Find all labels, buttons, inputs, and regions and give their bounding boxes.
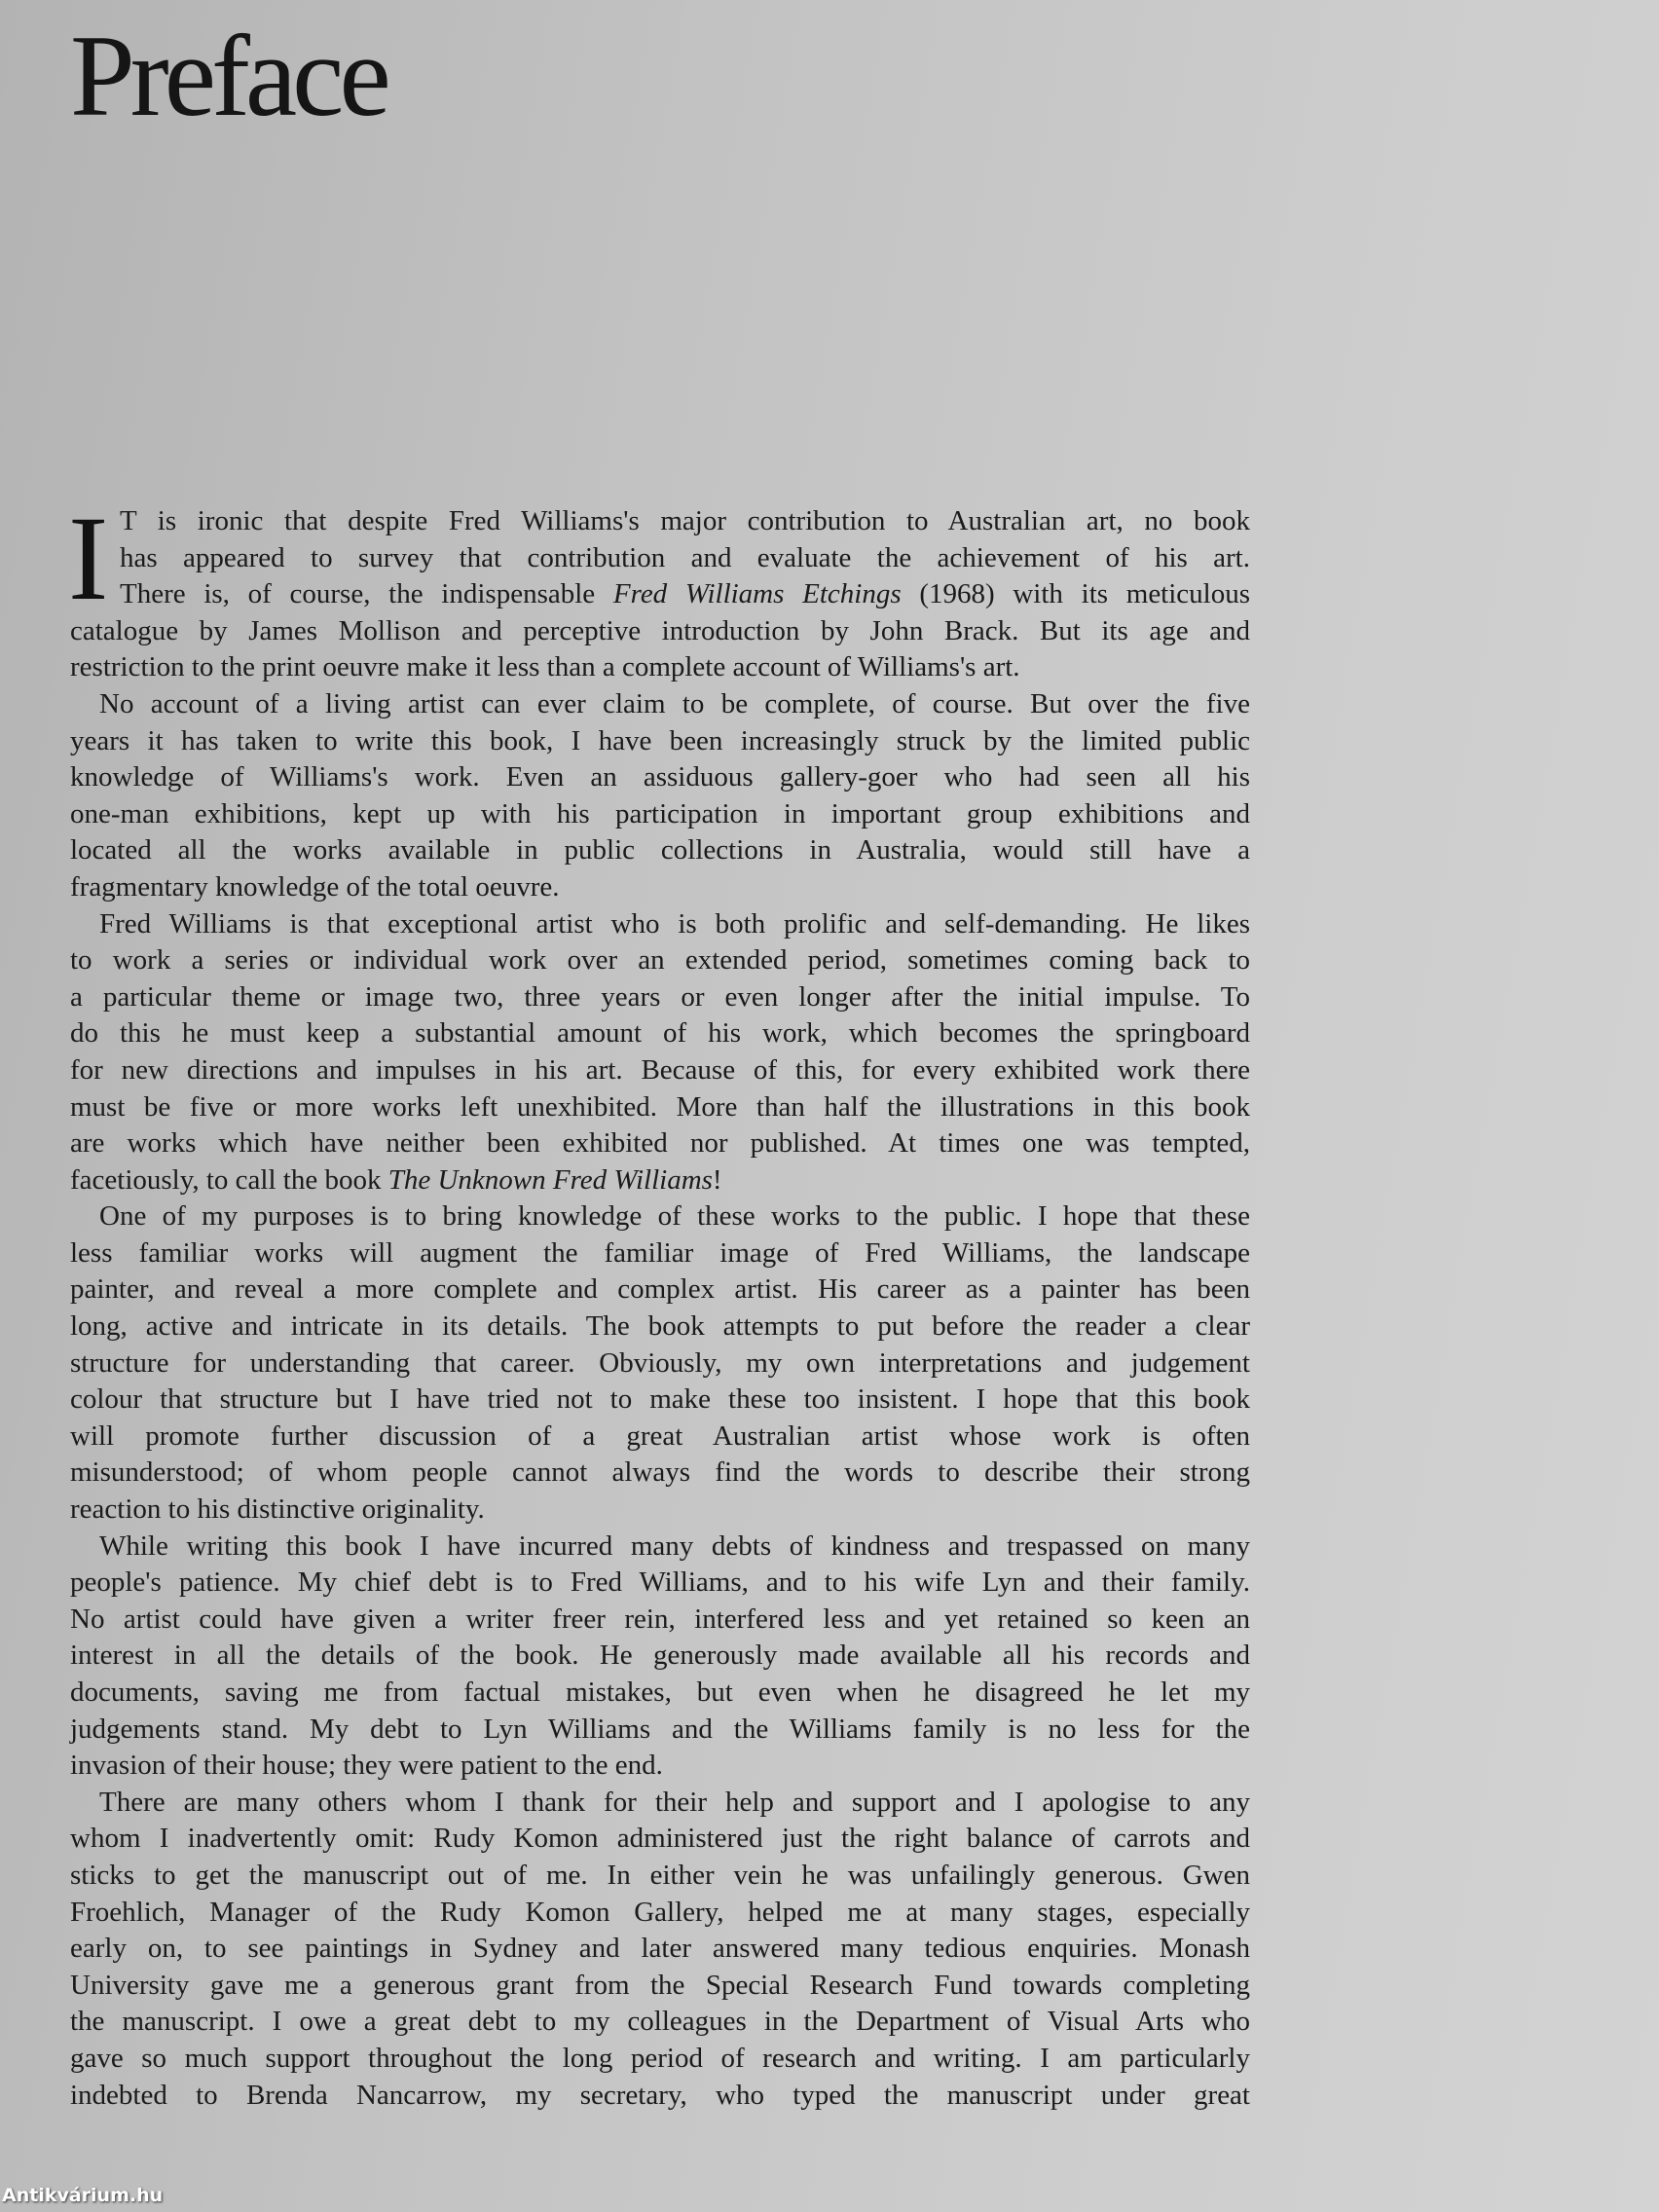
text-line: invasion of their house; they were patient to the end. xyxy=(70,1750,663,1782)
text-line: a particular theme or image two, three years or even longer after the initial impulse. To xyxy=(70,980,1250,1013)
text-line: years it has taken to write this book, I have been increasingly struck by the limited public xyxy=(70,724,1250,756)
book-title: Fred Williams Etchings xyxy=(612,578,902,610)
text-line: knowledge of Williams's work. Even an assiduous gallery-goer who had seen all his xyxy=(70,761,1250,793)
text-line: No account of a living artist can ever claim to be complete, of course. But over the five xyxy=(99,687,1250,719)
text-line: judgements stand. My debt to Lyn Williams and the Williams family is no less for the xyxy=(70,1713,1250,1745)
drop-cap: I xyxy=(68,492,109,625)
text-line: Fred Williams is that exceptional artist who is both prolific and self-demanding. He likes xyxy=(99,907,1250,940)
text-line: facetiously, to call the book The Unknown Fred Williams! xyxy=(70,1163,722,1196)
paragraph xyxy=(70,1198,1250,1528)
text-line: interest in all the details of the book. He generously made available all his records and xyxy=(70,1640,1250,1672)
text-line: indebted to Brenda Nancarrow, my secretary, who typed the manuscript under great xyxy=(70,2079,1250,2111)
text-line: reaction to his distinctive originality. xyxy=(70,1493,485,1526)
text-line: located all the works available in public collections in Australia, would still have a xyxy=(70,834,1250,866)
text-line: No artist could have given a writer freer rein, interfered less and yet retained so keen an xyxy=(70,1603,1250,1635)
text-line: do this he must keep a substantial amount of his work, which becomes the springboard xyxy=(70,1017,1250,1050)
text-line: will promote further discussion of a great Australian artist whose work is often xyxy=(70,1419,1250,1452)
text-line: documents, saving me from factual mistakes, but even when he disagreed he let my xyxy=(70,1677,1250,1708)
text-line: There are many others whom I thank for their help and support and I apologise to any xyxy=(99,1786,1250,1818)
text-line: colour that structure but I have tried not to make these too insistent. I hope that this book xyxy=(70,1383,1250,1416)
text-line: to work a series or individual work over an extended period, sometimes coming back to xyxy=(70,944,1250,977)
text-line: has appeared to survey that contribution and evaluate the achievement of his art. xyxy=(120,541,1250,573)
text-line: catalogue by James Mollison and perceptive introduction by John Brack. But its age and xyxy=(70,614,1250,646)
paragraph xyxy=(68,492,1251,686)
text-line: one-man exhibitions, kept up with his participation in important group exhibitions and xyxy=(70,797,1250,830)
paragraph xyxy=(70,906,1250,1199)
text-line: sticks to get the manuscript out of me. In either vein he was unfailingly generous. Gwen xyxy=(70,1859,1250,1891)
paragraph xyxy=(70,1529,1250,1785)
book-title: The Unknown Fred Williams xyxy=(387,1163,713,1196)
text-line: structure for understanding that career. Obviously, my own interpretations and judgement xyxy=(70,1346,1250,1379)
text-line: There is, of course, the indispensable Fred Williams Etchings (1968) with its meticulous xyxy=(120,578,1251,610)
text-line: the manuscript. I owe a great debt to my colleagues in the Department of Visual Arts who xyxy=(70,2006,1250,2038)
text-line: University gave me a generous grant from the Special Research Fund towards completing xyxy=(70,1969,1250,2001)
text-line: One of my purposes is to bring knowledge of these works to the public. I hope that these xyxy=(99,1200,1250,1233)
watermark: Antikvárium.hu xyxy=(2,2185,164,2206)
page-title: Preface xyxy=(70,11,387,140)
text-line: early on, to see paintings in Sydney and later answered many tedious enquiries. Monash xyxy=(70,1933,1250,1965)
text-line: Froehlich, Manager of the Rudy Komon Gallery, helped me at many stages, especially xyxy=(70,1896,1250,1928)
text-line: misunderstood; of whom people cannot always find the words to describe their strong xyxy=(70,1456,1250,1489)
text-line: less familiar works will augment the familiar image of Fred Williams, the landscape xyxy=(70,1236,1250,1269)
text-line: gave so much support throughout the long period of research and writing. I am particularly xyxy=(70,2042,1250,2074)
text-line: long, active and intricate in its details. The book attempts to put before the reader a clear xyxy=(70,1310,1250,1343)
preface-body xyxy=(68,492,1251,2114)
text-line: painter, and reveal a more complete and complex artist. His career as a painter has been xyxy=(70,1273,1250,1306)
paragraph xyxy=(70,1785,1250,2114)
text-line: fragmentary knowledge of the total oeuvre. xyxy=(70,870,560,903)
text-line: people's patience. My chief debt is to Fred Williams, and to his wife Lyn and their family. xyxy=(70,1567,1250,1599)
text-line: must be five or more works left unexhibited. More than half the illustrations in this book xyxy=(70,1090,1250,1123)
text-line: for new directions and impulses in his art. Because of this, for every exhibited work there xyxy=(70,1053,1250,1086)
text-line: are works which have neither been exhibited nor published. At times one was tempted, xyxy=(70,1127,1250,1160)
text-line: restriction to the print oeuvre make it less than a complete account of Williams's art. xyxy=(70,651,1020,683)
paragraph xyxy=(70,686,1250,906)
text-line: T is ironic that despite Fred Williams's major contribution to Australian art, no book xyxy=(120,505,1250,536)
text-line: whom I inadvertently omit: Rudy Komon administered just the right balance of carrots and xyxy=(70,1823,1250,1855)
text-line: While writing this book I have incurred many debts of kindness and trespassed on many xyxy=(99,1530,1250,1562)
